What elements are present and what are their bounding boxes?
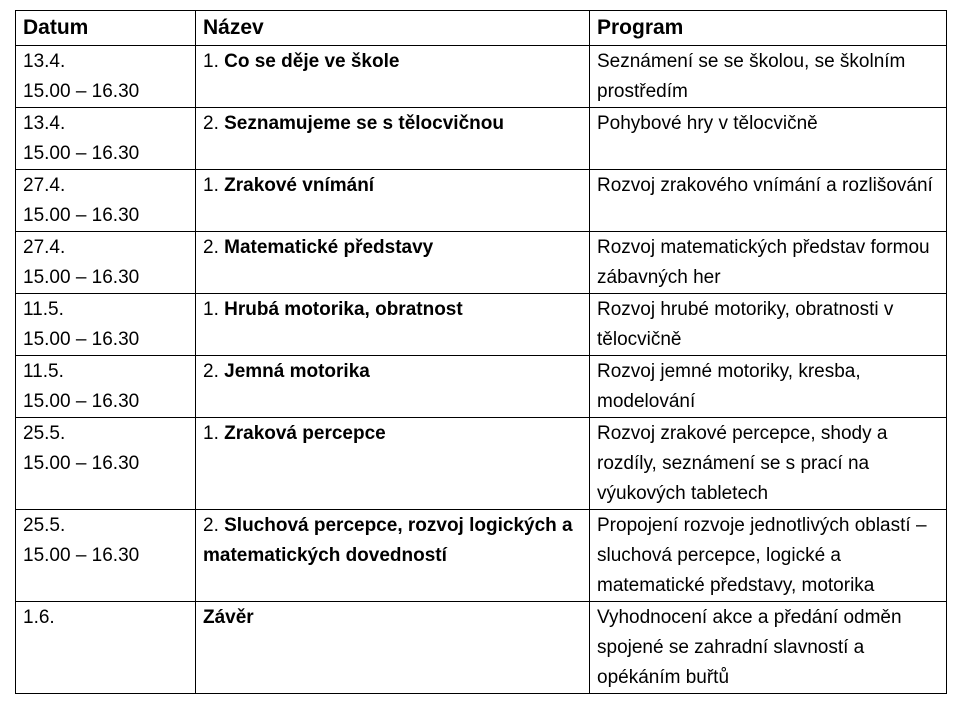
item-number: 1. — [203, 175, 225, 196]
item-number: 2. — [203, 361, 225, 382]
item-title: Matematické představy — [224, 237, 434, 258]
time-text: 15.00 – 16.30 — [23, 143, 140, 164]
title-cell — [196, 356, 590, 418]
table-row — [16, 418, 947, 510]
date-text: 1.6. — [23, 607, 55, 628]
column-header-datum: Datum — [16, 11, 196, 46]
item-title: Závěr — [203, 607, 254, 628]
item-title: Jemná motorika — [224, 361, 370, 382]
program-cell: Propojení rozvoje jednotlivých oblastí – sluchová percepce, logické a matematické představy, motorika — [590, 510, 947, 602]
item-number: 2. — [203, 237, 225, 258]
program-cell: Rozvoj jemné motoriky, kresba, modelování — [590, 356, 947, 418]
date-cell — [16, 602, 196, 694]
title-cell — [196, 602, 590, 694]
title-cell — [196, 510, 590, 602]
table-row — [16, 108, 947, 170]
program-cell: Vyhodnocení akce a předání odměn spojené se zahradní slavností a opékáním buřtů — [590, 602, 947, 694]
date-text: 13.4. — [23, 113, 66, 134]
date-text: 25.5. — [23, 423, 66, 444]
table-row — [16, 602, 947, 694]
item-number: 2. — [203, 515, 225, 536]
time-text: 15.00 – 16.30 — [23, 81, 140, 102]
date-cell — [16, 170, 196, 232]
schedule-table — [15, 10, 947, 694]
item-number: 1. — [203, 423, 225, 444]
item-title: Zraková percepce — [224, 423, 386, 444]
item-title: Zrakové vnímání — [224, 175, 375, 196]
date-text: 27.4. — [23, 237, 66, 258]
date-text: 11.5. — [23, 299, 64, 320]
program-cell: Rozvoj hrubé motoriky, obratnosti v tělocvičně — [590, 294, 947, 356]
column-header-program: Program — [590, 11, 947, 46]
time-text: 15.00 – 16.30 — [23, 267, 140, 288]
date-cell — [16, 46, 196, 108]
title-cell — [196, 294, 590, 356]
time-text: 15.00 – 16.30 — [23, 205, 140, 226]
table-row — [16, 510, 947, 602]
table-header-row — [16, 11, 947, 46]
title-cell — [196, 418, 590, 510]
time-text: 15.00 – 16.30 — [23, 545, 140, 566]
item-number: 1. — [203, 51, 225, 72]
item-title: Seznamujeme se s tělocvičnou — [224, 113, 504, 134]
date-cell — [16, 510, 196, 602]
program-cell: Rozvoj zrakového vnímání a rozlišování — [590, 170, 947, 232]
table-row — [16, 46, 947, 108]
item-title: Co se děje ve škole — [224, 51, 400, 72]
time-text: 15.00 – 16.30 — [23, 453, 140, 474]
date-text: 25.5. — [23, 515, 66, 536]
program-cell: Seznámení se se školou, se školním prostředím — [590, 46, 947, 108]
title-cell — [196, 170, 590, 232]
table-row — [16, 294, 947, 356]
program-cell: Rozvoj matematických představ formou zábavných her — [590, 232, 947, 294]
table-row — [16, 356, 947, 418]
date-text: 11.5. — [23, 361, 64, 382]
title-cell — [196, 232, 590, 294]
time-text: 15.00 – 16.30 — [23, 391, 140, 412]
table-row — [16, 170, 947, 232]
title-cell — [196, 46, 590, 108]
date-cell — [16, 356, 196, 418]
date-cell — [16, 232, 196, 294]
program-cell: Rozvoj zrakové percepce, shody a rozdíly, seznámení se s prací na výukových tabletech — [590, 418, 947, 510]
item-number: 1. — [203, 299, 225, 320]
date-cell — [16, 108, 196, 170]
date-cell — [16, 294, 196, 356]
title-cell — [196, 108, 590, 170]
date-cell — [16, 418, 196, 510]
column-header-nazev: Název — [196, 11, 590, 46]
date-text: 13.4. — [23, 51, 66, 72]
program-cell: Pohybové hry v tělocvičně — [590, 108, 947, 170]
item-title: Sluchová percepce, rozvoj logických a matematických dovedností — [203, 515, 573, 566]
item-title: Hrubá motorika, obratnost — [224, 299, 463, 320]
item-number: 2. — [203, 113, 225, 134]
time-text: 15.00 – 16.30 — [23, 329, 140, 350]
date-text: 27.4. — [23, 175, 66, 196]
table-row — [16, 232, 947, 294]
